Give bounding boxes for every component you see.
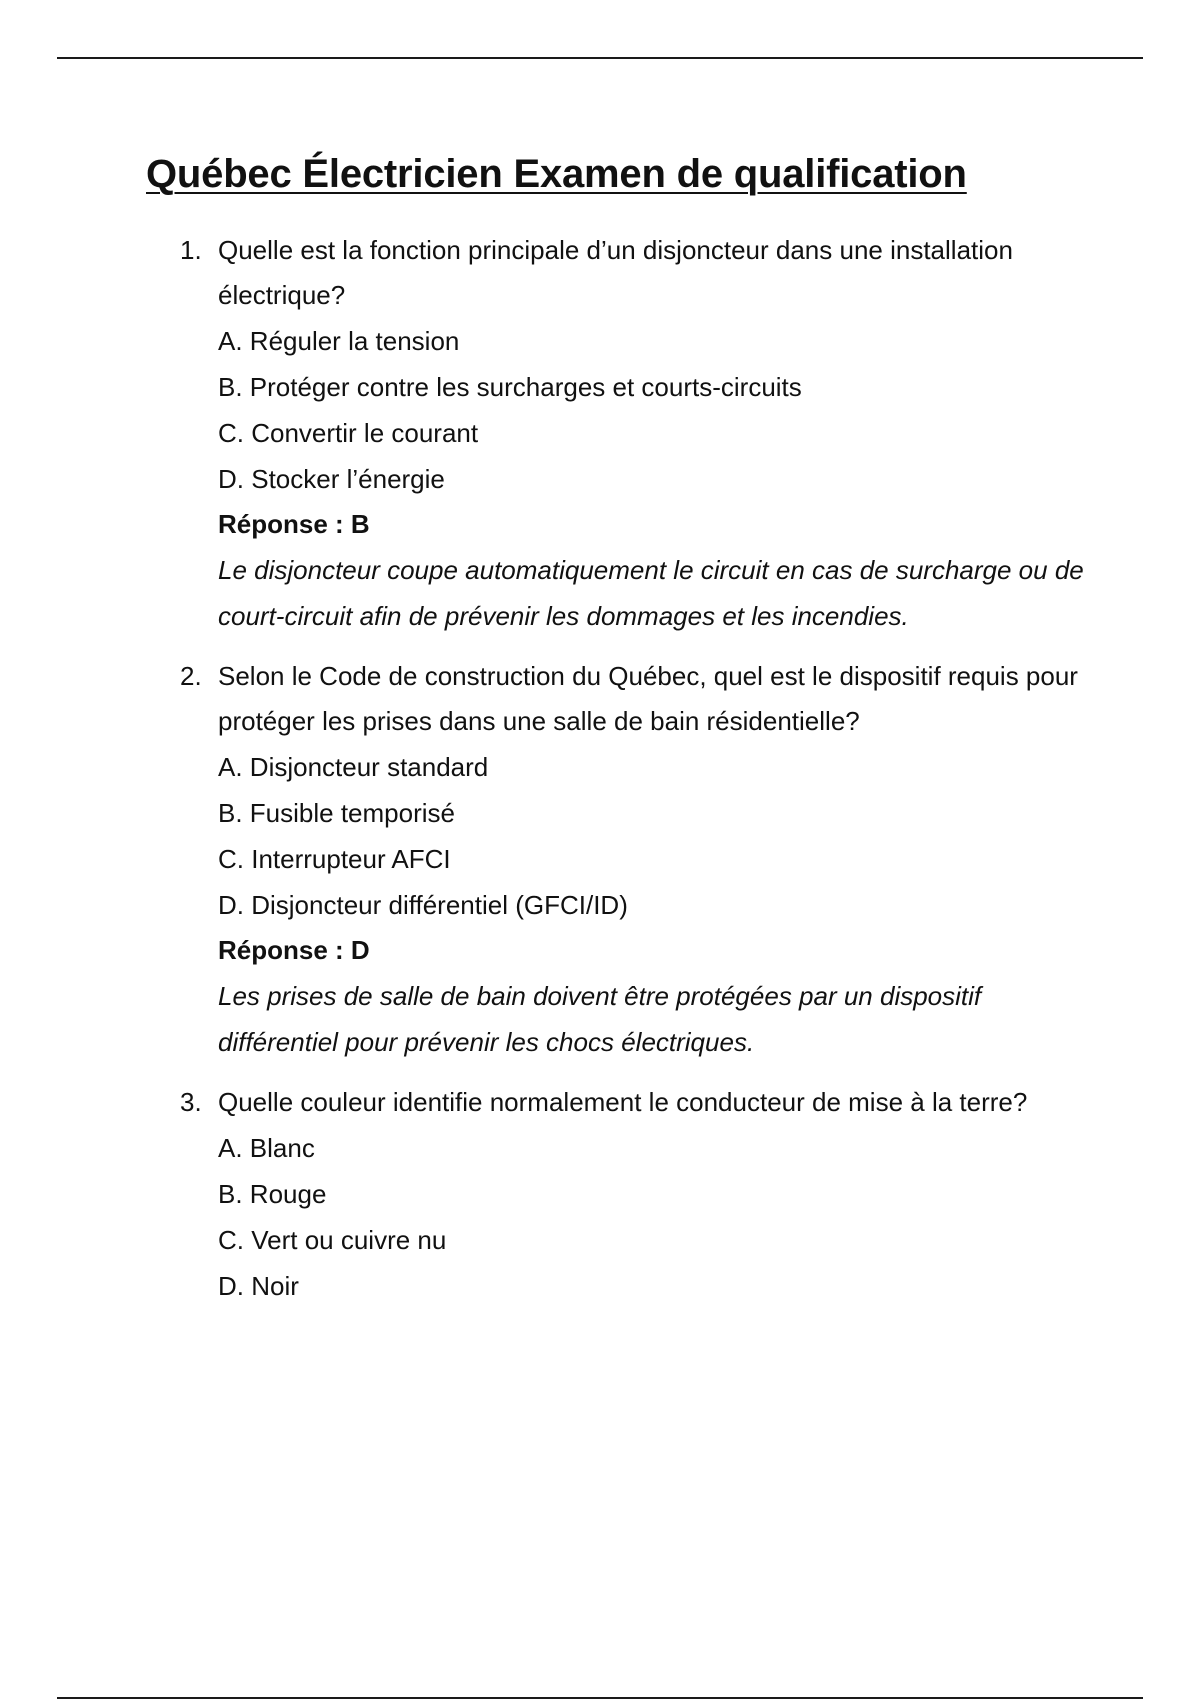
option-a: A. Disjoncteur standard [218, 752, 489, 782]
option-d: D. Stocker l’énergie [218, 464, 445, 494]
page-title: Québec Électricien Examen de qualification [146, 152, 967, 196]
option-b: B. Protéger contre les surcharges et courts-circuits [218, 372, 802, 402]
option-d: D. Noir [218, 1271, 299, 1301]
question-text: Quelle est la fonction principale d’un disjoncteur dans une installation électrique? [218, 235, 1013, 310]
option-c: C. Vert ou cuivre nu [218, 1225, 447, 1255]
question-list [180, 228, 1098, 1324]
question-number: 3. [180, 1087, 202, 1117]
option-b: B. Rouge [218, 1179, 327, 1209]
bottom-rule [57, 1697, 1143, 1699]
option-c: C. Interrupteur AFCI [218, 844, 451, 874]
option-d: D. Disjoncteur différentiel (GFCI/ID) [218, 890, 628, 920]
question-number: 1. [180, 235, 202, 265]
top-rule [57, 57, 1143, 59]
answer-explanation: Le disjoncteur coupe automatiquement le circuit en cas de surcharge ou de court-circuit afin de prévenir les dommages et les incendies. [218, 555, 1084, 631]
option-a: A. Réguler la tension [218, 326, 460, 356]
option-a: A. Blanc [218, 1133, 315, 1163]
question-text: Quelle couleur identifie normalement le conducteur de mise à la terre? [218, 1087, 1028, 1117]
answer-label: Réponse : D [218, 935, 370, 965]
option-b: B. Fusible temporisé [218, 798, 455, 828]
answer-explanation: Les prises de salle de bain doivent être protégées par un dispositif différentiel pour prévenir les chocs électriques. [218, 981, 982, 1057]
answer-label: Réponse : B [218, 509, 370, 539]
question-2 [180, 654, 1098, 1065]
question-3 [180, 1080, 1098, 1309]
question-1 [180, 228, 1098, 639]
question-text: Selon le Code de construction du Québec, quel est le dispositif requis pour protéger les prises dans une salle de bain résidentielle? [218, 661, 1078, 736]
option-c: C. Convertir le courant [218, 418, 479, 448]
question-number: 2. [180, 661, 202, 691]
